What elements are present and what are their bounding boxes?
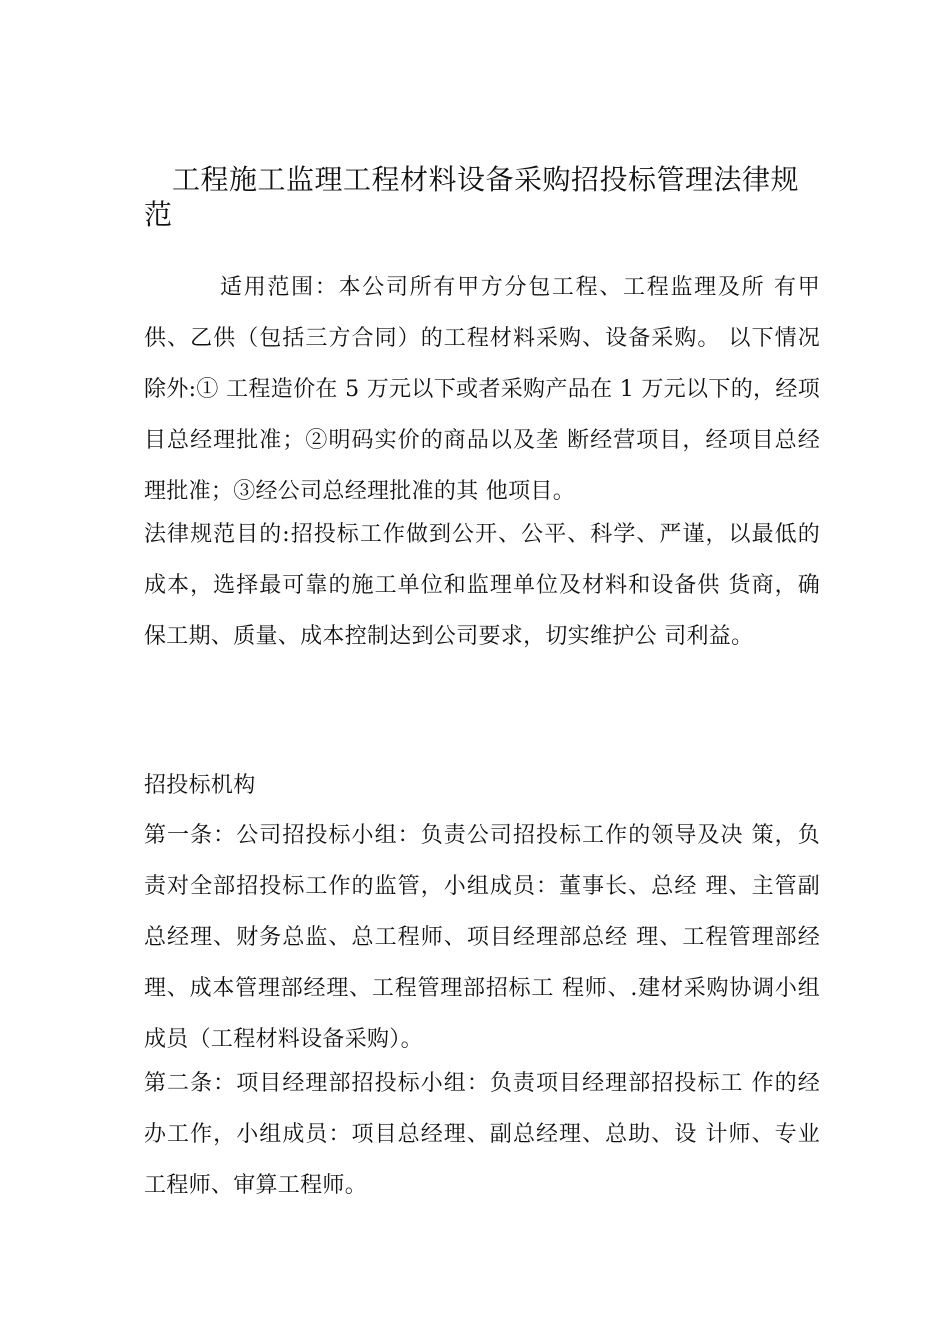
section-heading: 招投标机构 (144, 773, 256, 798)
scope-paragraph: 适用范围：本公司所有甲方分包工程、工程监理及所 有甲供、乙供（包括三方合同）的工程材料采购、设备采购。 以下情况除外:① 工程造价在 5 万元以下或者采购产品在 1 万元以下的，经项目总经理批准；②明码实价的商品以及垄 断经营项目，经项目总经理批准；③经公司总经理批准的其 他项目。 (144, 275, 820, 504)
purpose-paragraph: 法律规范目的:招投标工作做到公开、公平、科学、严谨，以最低的成本，选择最可靠的施工单位和监理单位及材料和设备供 货商，确保工期、质量、成本控制达到公司要求，切实维护公 司利益。 (144, 522, 820, 649)
document-title: 工程施工监理工程材料设备采购招投标管理法律规范 (144, 163, 800, 231)
article-1-paragraph: 第一条：公司招投标小组：负责公司招投标工作的领导及决 策，负责对全部招投标工作的监管，小组成员：董事长、总经 理、主管副总经理、财务总监、总工程师、项目经理部总经 理、工程管理部经理、成本管理部经理、工程管理部招标工 程师、.建材采购协调小组成员（工程材料设备采购）。 (144, 823, 820, 1052)
article-2-paragraph: 第二条：项目经理部招投标小组：负责项目经理部招投标工 作的经办工作，小组成员：项目总经理、副总经理、总助、设 计师、专业工程师、审算工程师。 (144, 1071, 820, 1198)
